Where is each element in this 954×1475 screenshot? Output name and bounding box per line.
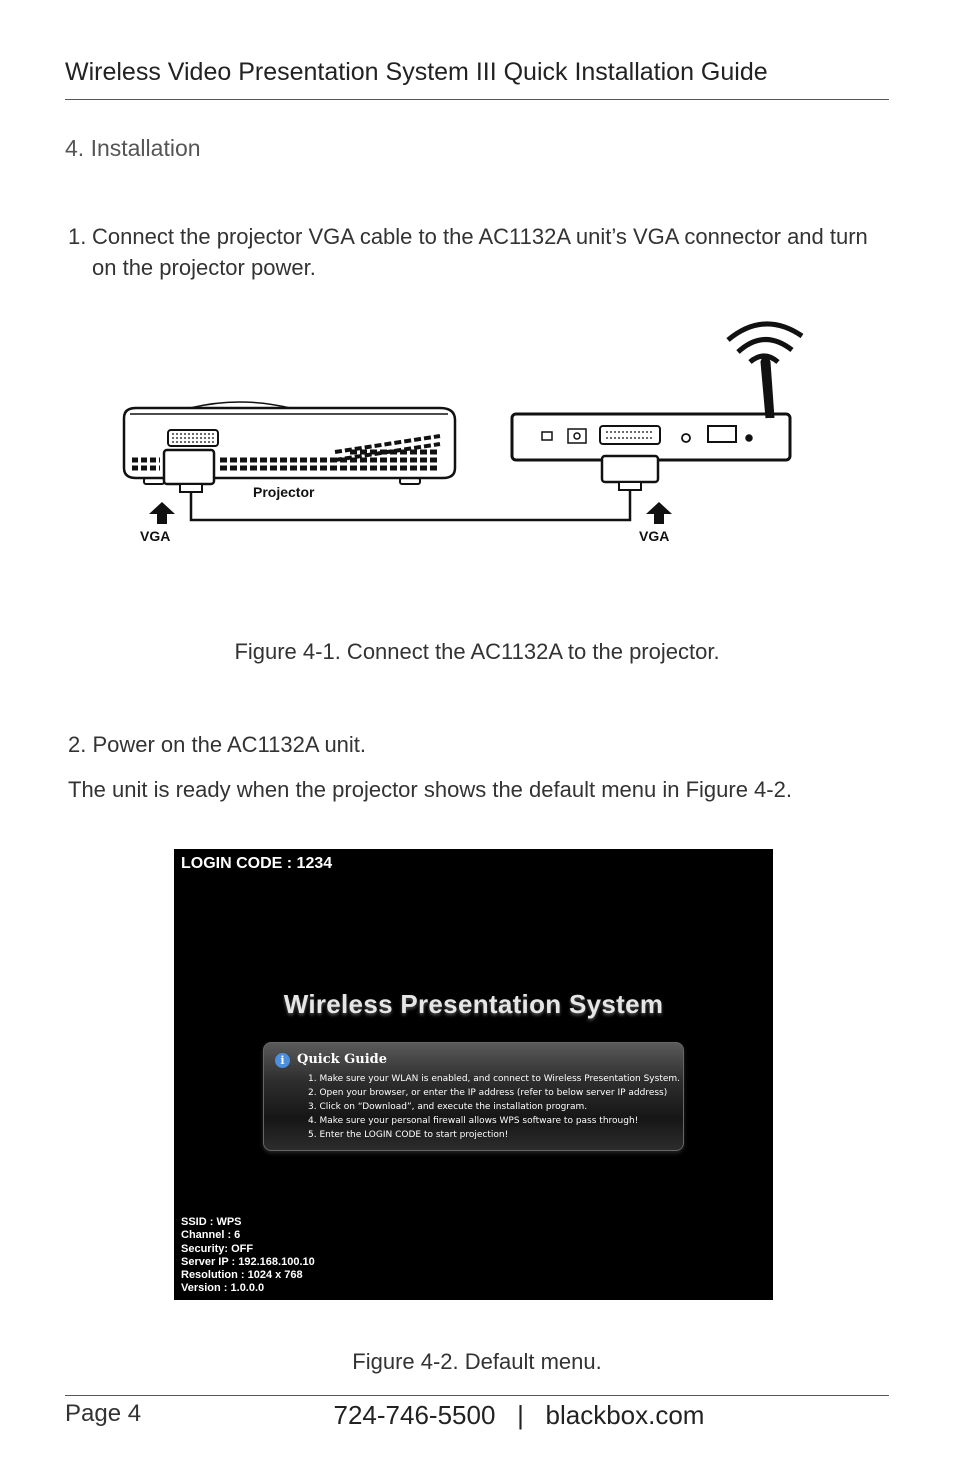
status-info [181,1216,315,1296]
login-code: LOGIN CODE : 1234 [181,855,333,872]
step-1-number: 1. [68,224,87,249]
quick-guide-item: 1. Make sure your WLAN is enabled, and connect to Wireless Presentation System. [308,1074,681,1084]
info-icon: i [275,1053,290,1068]
resolution-text: Resolution : 1024 x 768 [181,1269,303,1282]
step-1-text: Connect the projector VGA cable to the AC1132A unit’s VGA connector and turn on the projector power. [92,224,868,280]
quick-guide-item: 5. Enter the LOGIN CODE to start projection! [308,1130,509,1140]
default-menu-screen [174,849,773,1300]
vga-label-left: VGA [140,528,171,544]
server-ip-text: Server IP : 192.168.100.10 [181,1255,315,1268]
footer-divider [65,1395,889,1396]
footer-contact: 724-746-5500 | blackbox.com [333,1400,705,1430]
ac1132a-unit-illustration [512,324,802,490]
step-2-text: 2. Power on the AC1132A unit. [68,732,367,757]
quick-guide-item: 2. Open your browser, or enter the IP address (refer to below server IP address) [308,1088,668,1098]
system-title: Wireless Presentation System [283,989,664,1019]
quick-guide-title: Quick Guide [297,1052,388,1067]
security-text: Security: OFF [181,1242,254,1255]
projector-label: Projector [253,484,315,500]
header-title: Wireless Video Presentation System III Quick Installation Guide [65,58,768,86]
arrow-up-icon [149,502,175,524]
quick-guide-item: 3. Click on “Download”, and execute the installation program. [308,1102,588,1112]
channel-text: Channel : 6 [181,1229,241,1242]
quick-guide-list [308,1072,680,1142]
quick-guide-panel [263,1042,684,1151]
ssid-text: SSID : WPS [181,1216,242,1228]
step-1 [68,221,888,283]
vga-label-right: VGA [639,528,670,544]
page-number: Page 4 [65,1400,142,1427]
ready-note: The unit is ready when the projector shows the default menu in Figure 4-2. [68,777,792,802]
section-heading: 4. Installation [65,135,201,161]
arrow-up-icon [646,502,672,524]
connection-diagram [110,312,830,562]
projector-illustration [124,402,455,492]
version-text: Version : 1.0.0.0 [181,1282,265,1295]
figure-2-caption: Figure 4-2. Default menu. [352,1349,602,1374]
figure-1-caption: Figure 4-1. Connect the AC1132A to the projector. [234,639,720,664]
header-divider [65,99,889,100]
quick-guide-item: 4. Make sure your personal firewall allows WPS software to pass through! [308,1116,639,1126]
